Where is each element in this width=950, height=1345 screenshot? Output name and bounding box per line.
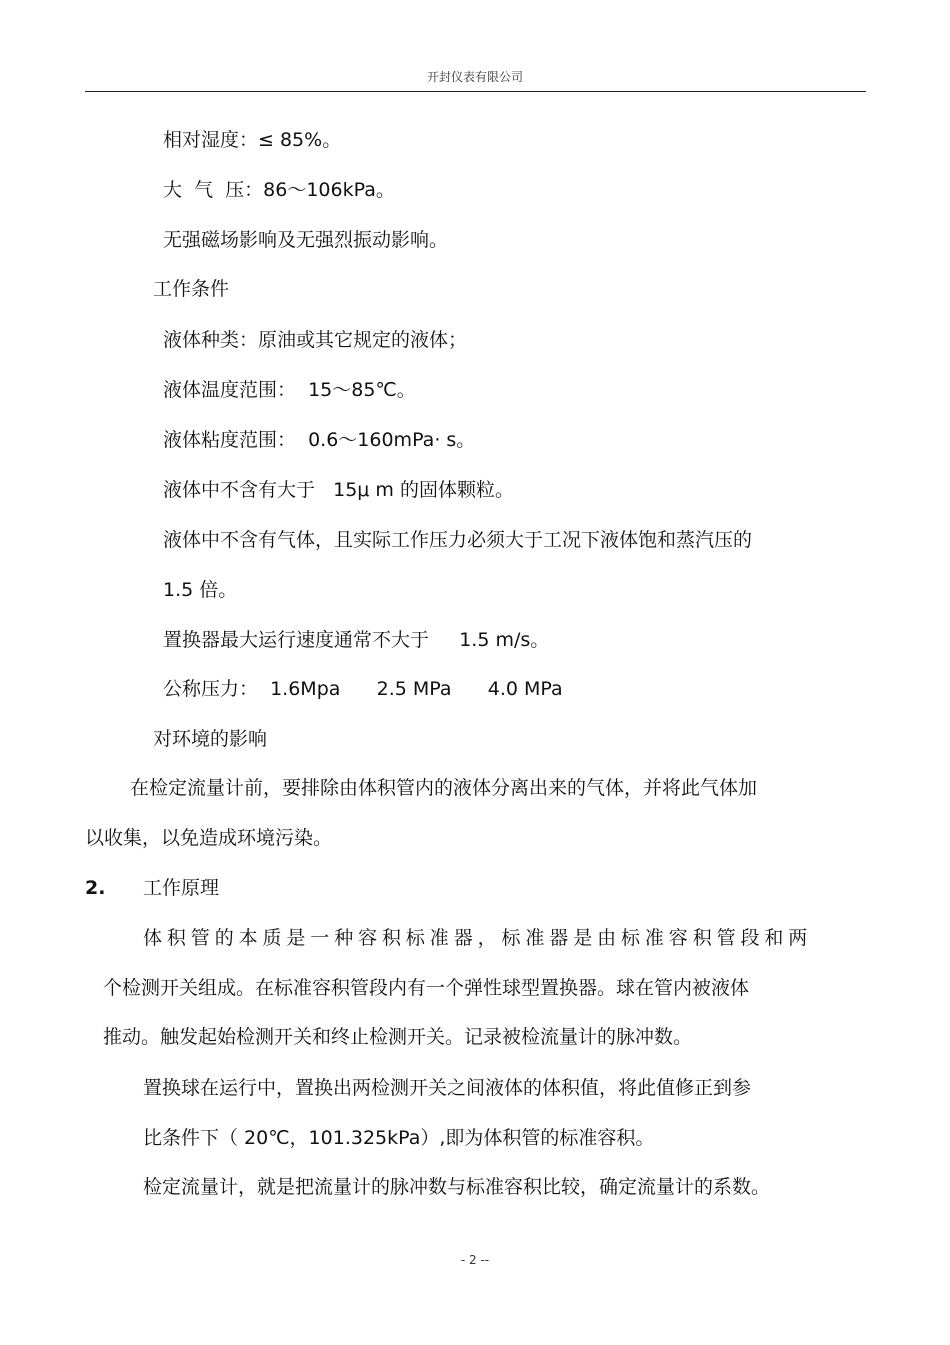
section-number: 2. xyxy=(85,877,106,899)
principle-line-6: 检定流量计，就是把流量计的脉冲数与标准容积比较，确定流量计的系数。 xyxy=(143,1176,771,1198)
pressure-line: 大 气 压：86～106kPa。 xyxy=(163,179,395,201)
page-header: 开封仪表有限公司 xyxy=(426,70,523,84)
particles-line: 液体中不含有大于 15μ m 的固体颗粒。 xyxy=(163,479,514,501)
principle-line-1: 体积管的本质是一种容积标准器，标准器是由标准容积管段和两 xyxy=(143,927,813,949)
env-line-2: 以收集，以免造成环境污染。 xyxy=(85,827,333,849)
header-rule xyxy=(85,91,866,92)
humidity-line: 相对湿度：≤ 85%。 xyxy=(163,129,342,151)
liquid-type-line: 液体种类：原油或其它规定的液体； xyxy=(163,329,468,351)
liquid-temp-line: 液体温度范围： 15～85℃。 xyxy=(163,379,416,401)
speed-line: 置换器最大运行速度通常不大于 1.5 m/s。 xyxy=(163,629,550,651)
env-impact-heading: 对环境的影响 xyxy=(153,728,268,750)
work-conditions-heading: 工作条件 xyxy=(153,278,230,300)
page-number: - 2 -- xyxy=(460,1253,490,1267)
principle-line-3: 推动。触发起始检测开关和终止检测开关。记录被检流量计的脉冲数。 xyxy=(103,1026,693,1048)
magnetic-line: 无强磁场影响及无强烈振动影响。 xyxy=(163,229,449,251)
nominal-pressure-line: 公称压力： 1.6Mpa 2.5 MPa 4.0 MPa xyxy=(163,678,563,700)
section-title: 工作原理 xyxy=(143,877,220,899)
principle-line-5: 比条件下（ 20℃，101.325kPa）,即为体积管的标准容积。 xyxy=(143,1127,655,1149)
liquid-visc-line: 液体粘度范围： 0.6～160mPa· s。 xyxy=(163,429,476,451)
gas-line-2: 1.5 倍。 xyxy=(163,579,238,601)
gas-line-1: 液体中不含有气体，且实际工作压力必须大于工况下液体饱和蒸汽压的 xyxy=(163,529,753,551)
env-line-1: 在检定流量计前，要排除由体积管内的液体分离出来的气体，并将此气体加 xyxy=(130,777,758,799)
principle-line-2: 个检测开关组成。在标准容积管段内有一个弹性球型置换器。球在管内被液体 xyxy=(103,977,750,999)
principle-line-4: 置换球在运行中，置换出两检测开关之间液体的体积值，将此值修正到参 xyxy=(143,1077,752,1099)
